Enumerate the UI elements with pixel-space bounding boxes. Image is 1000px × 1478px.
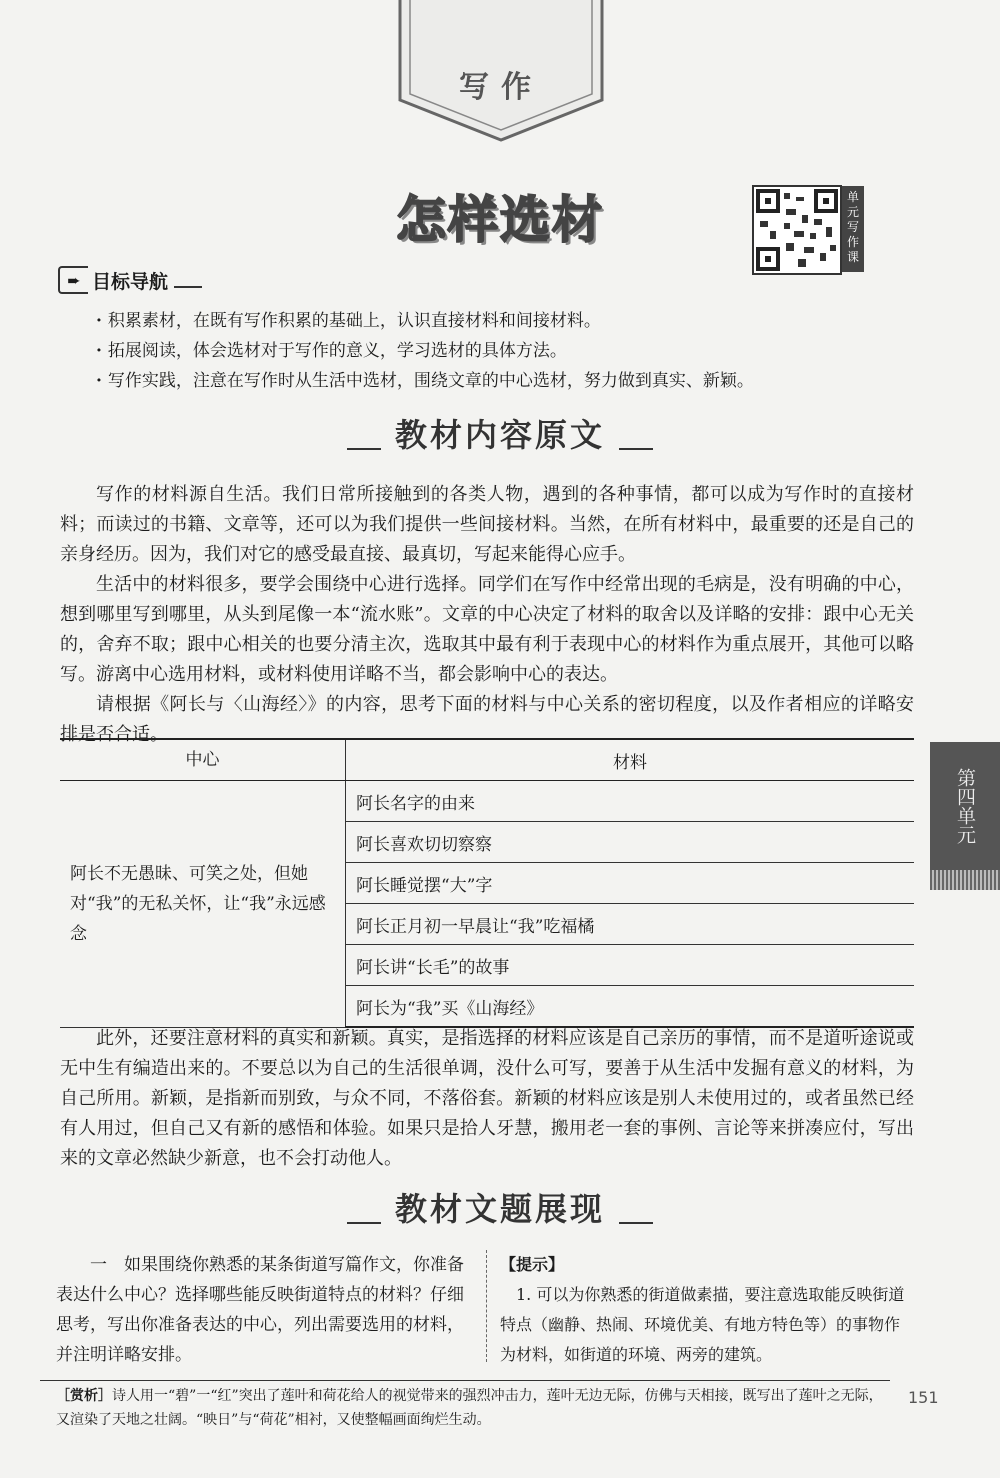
footnote-tag: ［赏析］ [56,1388,112,1404]
body-paragraph: 写作的材料源自生活。我们日常所接触到的各类人物，遇到的各种事情，都可以成为写作时的直接材料；而读过的书籍、文章等，还可以为我们提供一些间接材料。当然，在所有材料中，最重要的还是自己的亲身经历。因为，我们对它的感受最直接、最真切，写起来能得心应手。 [60,484,914,565]
table-header-center: 中心 [60,739,346,781]
title-rule-left [347,1222,381,1224]
footnote [56,1384,886,1432]
material-cell: 阿长讲“长毛”的故事 [346,945,915,986]
arrow-right-icon: ➨ [58,266,88,294]
heading-rule [174,286,202,288]
qr-label: 单元写作课 [842,186,864,272]
column-divider [486,1250,487,1362]
section-label: 写作 [459,70,543,105]
material-cell: 阿长正月初一早晨让“我”吃福橘 [346,904,915,945]
section-title-text: 教材内容原文 [394,416,605,454]
qr-code-icon[interactable] [752,185,842,275]
section-title-text: 教材文题展现 [394,1190,605,1228]
hint-label: 【提示】 [500,1255,565,1274]
goal-item: · 积累素材，在既有写作积累的基础上，认识直接材料和间接材料。 [96,306,896,336]
side-tab-stripe [930,870,1000,890]
section-title-original [320,410,680,456]
goals-heading-text: 目标导航 [92,270,169,293]
exercise-question: 一 如果围绕你熟悉的某条街道写篇作文，你准备表达什么中心？选择哪些能反映街道特点的材料？仔细思考，写出你准备表达的中心，列出需要选用的材料，并注明详略安排。 [56,1255,464,1365]
body-paragraph: 此外，还要注意材料的真实和新颖。真实，是指选择的材料应该是自己亲历的事情，而不是道听途说或无中生有编造出来的。不要总以为自己的生活很单调，没什么可写，要善于从生活中发掘有意义的材料，为自己所用。新颖，是指新而别致，与众不同，不落俗套。新颖的材料应该是别人未使用过的，或者虽然已经有人用过，但自己又有新的感悟和体验。如果只是拾人牙慧，搬用老一套的事例、言论等来拼凑应付，写出来的文章必然缺少新意，也不会打动他人。 [60,1028,914,1169]
goal-item: · 拓展阅读，体会选材对于写作的意义，学习选材的具体方法。 [96,336,896,366]
table-header-row [60,739,914,781]
material-cell: 阿长喜欢切切察察 [346,822,915,863]
body-paragraph: 请根据《阿长与〈山海经〉》的内容，思考下面的材料与中心关系的密切程度，以及作者相应的详略安排是否合适。 [60,694,914,745]
footnote-text: 诗人用一“碧”一“红”突出了莲叶和荷花给人的视觉带来的强烈冲击力，莲叶无边无际，仿佛与天相接，既写出了莲叶之无际，又渲染了天地之壮阔。“映日”与“荷花”相衬，又使整幅画面绚烂生动。 [56,1388,883,1428]
title-rule-right [619,1222,653,1224]
hint-text: 1. 可以为你熟悉的街道做素描，要注意选取能反映街道特点（幽静、热闹、环境优美、有地方特色等）的事物作为材料，如街道的环境、两旁的建筑。 [500,1285,905,1364]
title-rule-right [619,448,653,450]
table-header-material: 材料 [346,739,915,781]
material-cell: 阿长睡觉摆“大”字 [346,863,915,904]
page-title: 怎样选材 [396,191,604,249]
footnote-rule [40,1380,890,1381]
unit-side-tab[interactable]: 第四单元 [930,742,1000,870]
material-cell: 阿长为“我”买《山海经》 [346,986,915,1028]
hint-column [500,1250,910,1370]
section-title-exercise [320,1184,680,1230]
page-number: 151 [908,1388,939,1407]
material-table [60,738,914,1028]
material-cell: 阿长名字的由来 [346,781,915,822]
table-row [60,781,914,822]
center-cell: 阿长不无愚昧、可笑之处，但她对“我”的无私关怀，让“我”永远感念 [60,781,346,1028]
body-paragraph: 生活中的材料很多，要学会围绕中心进行选择。同学们在写作中经常出现的毛病是，没有明确的中心，想到哪里写到哪里，从头到尾像一本“流水账”。文章的中心决定了材料的取舍以及详略的安排：跟中心无关的，舍弃不取；跟中心相关的也要分清主次，选取其中最有利于表现中心的材料作为重点展开，其他可以略写。游离中心选用材料，或材料使用详略不当，都会影响中心的表达。 [60,574,914,685]
goal-item: · 写作实践，注意在写作时从生活中选材，围绕文章的中心选材，努力做到真实、新颖。 [96,366,896,396]
goals-heading [58,266,202,294]
title-rule-left [347,448,381,450]
goals-list [96,306,896,396]
